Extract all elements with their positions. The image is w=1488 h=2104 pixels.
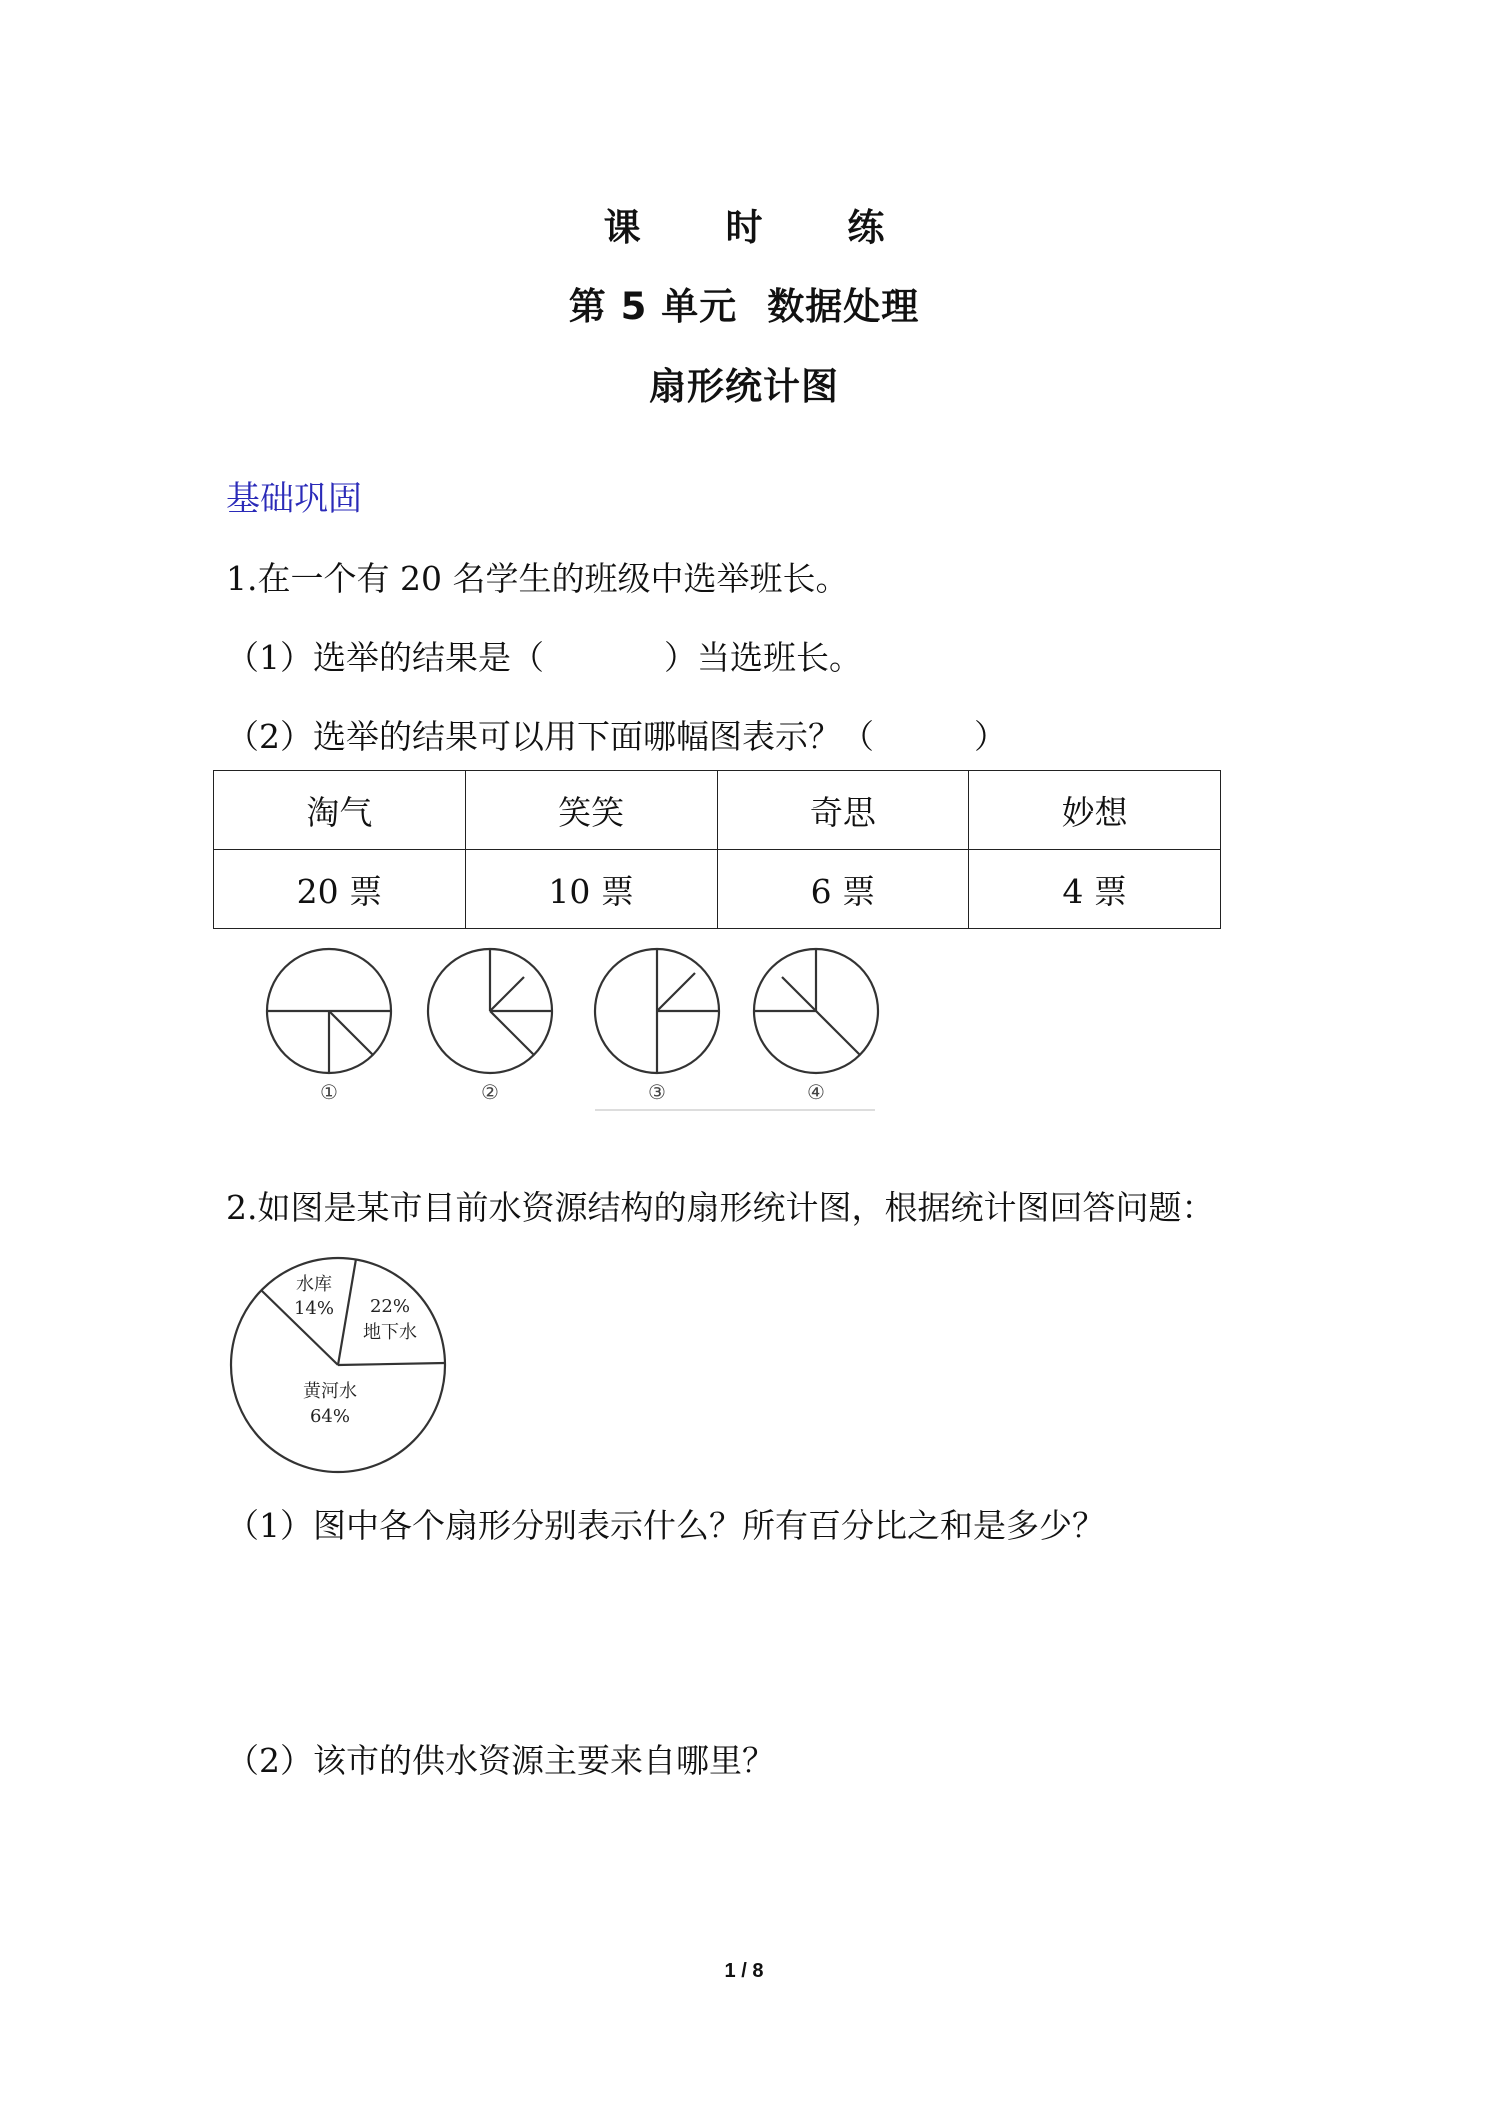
table-cell: 4 票 (969, 850, 1221, 929)
question-2-stem: 2.如图是某市目前水资源结构的扇形统计图，根据统计图回答问题： (226, 1188, 1215, 1227)
option-label-3: ③ (648, 1080, 666, 1104)
question-2-part-1: （1）图中各个扇形分别表示什么？所有百分比之和是多少？ (226, 1506, 1105, 1545)
option-circle-1 (267, 949, 391, 1073)
q1p1-text-b: ）当选班长。 (664, 638, 862, 677)
question-1-stem: 1.在一个有 20 名学生的班级中选举班长。 (226, 559, 849, 598)
vote-table-votes-row (214, 850, 1221, 929)
unit-topic: 数据处理 (767, 285, 920, 328)
question-1-part-1 (226, 632, 862, 679)
option-label-1: ① (320, 1080, 338, 1104)
q1p1-text-a: （1）选举的结果是（ (226, 638, 544, 677)
page-number: 1 / 8 (724, 1960, 764, 1982)
slice-label-groundwater-name: 地下水 (363, 1322, 417, 1343)
option-circle-2 (428, 949, 552, 1073)
table-cell: 6 票 (717, 850, 969, 929)
vote-table-names-row (214, 771, 1221, 850)
table-cell: 淘气 (214, 771, 466, 850)
slice-label-reservoir-pct: 14% (293, 1298, 335, 1319)
lesson-heading: 扇形统计图 (649, 365, 839, 408)
question-1-part-2 (226, 711, 1007, 758)
q1p2-text-b: ） (974, 717, 1007, 756)
slice-label-yellow-river-pct: 64% (309, 1406, 351, 1427)
table-cell: 20 票 (214, 850, 466, 929)
unit-number: 第 5 单元 (568, 285, 738, 328)
table-cell: 笑笑 (465, 771, 717, 850)
vote-table (213, 770, 1221, 929)
option-circle-3 (595, 949, 719, 1073)
slice-label-reservoir-name: 水库 (296, 1274, 332, 1295)
option-circle-4 (754, 949, 878, 1073)
unit-heading (0, 276, 1488, 330)
option-circles-figure (220, 944, 910, 1114)
question-2-part-2: （2）该市的供水资源主要来自哪里？ (226, 1741, 775, 1780)
q1p2-text-a: （2）选举的结果可以用下面哪幅图表示？（ (226, 717, 874, 756)
table-cell: 10 票 (465, 850, 717, 929)
table-cell: 妙想 (969, 771, 1221, 850)
slice-label-groundwater-pct: 22% (369, 1296, 411, 1317)
slice-label-yellow-river-name: 黄河水 (303, 1381, 357, 1402)
section-label: 基础巩固 (226, 479, 362, 519)
page-title: 课 时 练 (603, 206, 921, 249)
table-cell: 奇思 (717, 771, 969, 850)
option-label-2: ② (481, 1080, 499, 1104)
option-label-4: ④ (807, 1080, 825, 1104)
water-resource-pie-chart (220, 1248, 460, 1488)
